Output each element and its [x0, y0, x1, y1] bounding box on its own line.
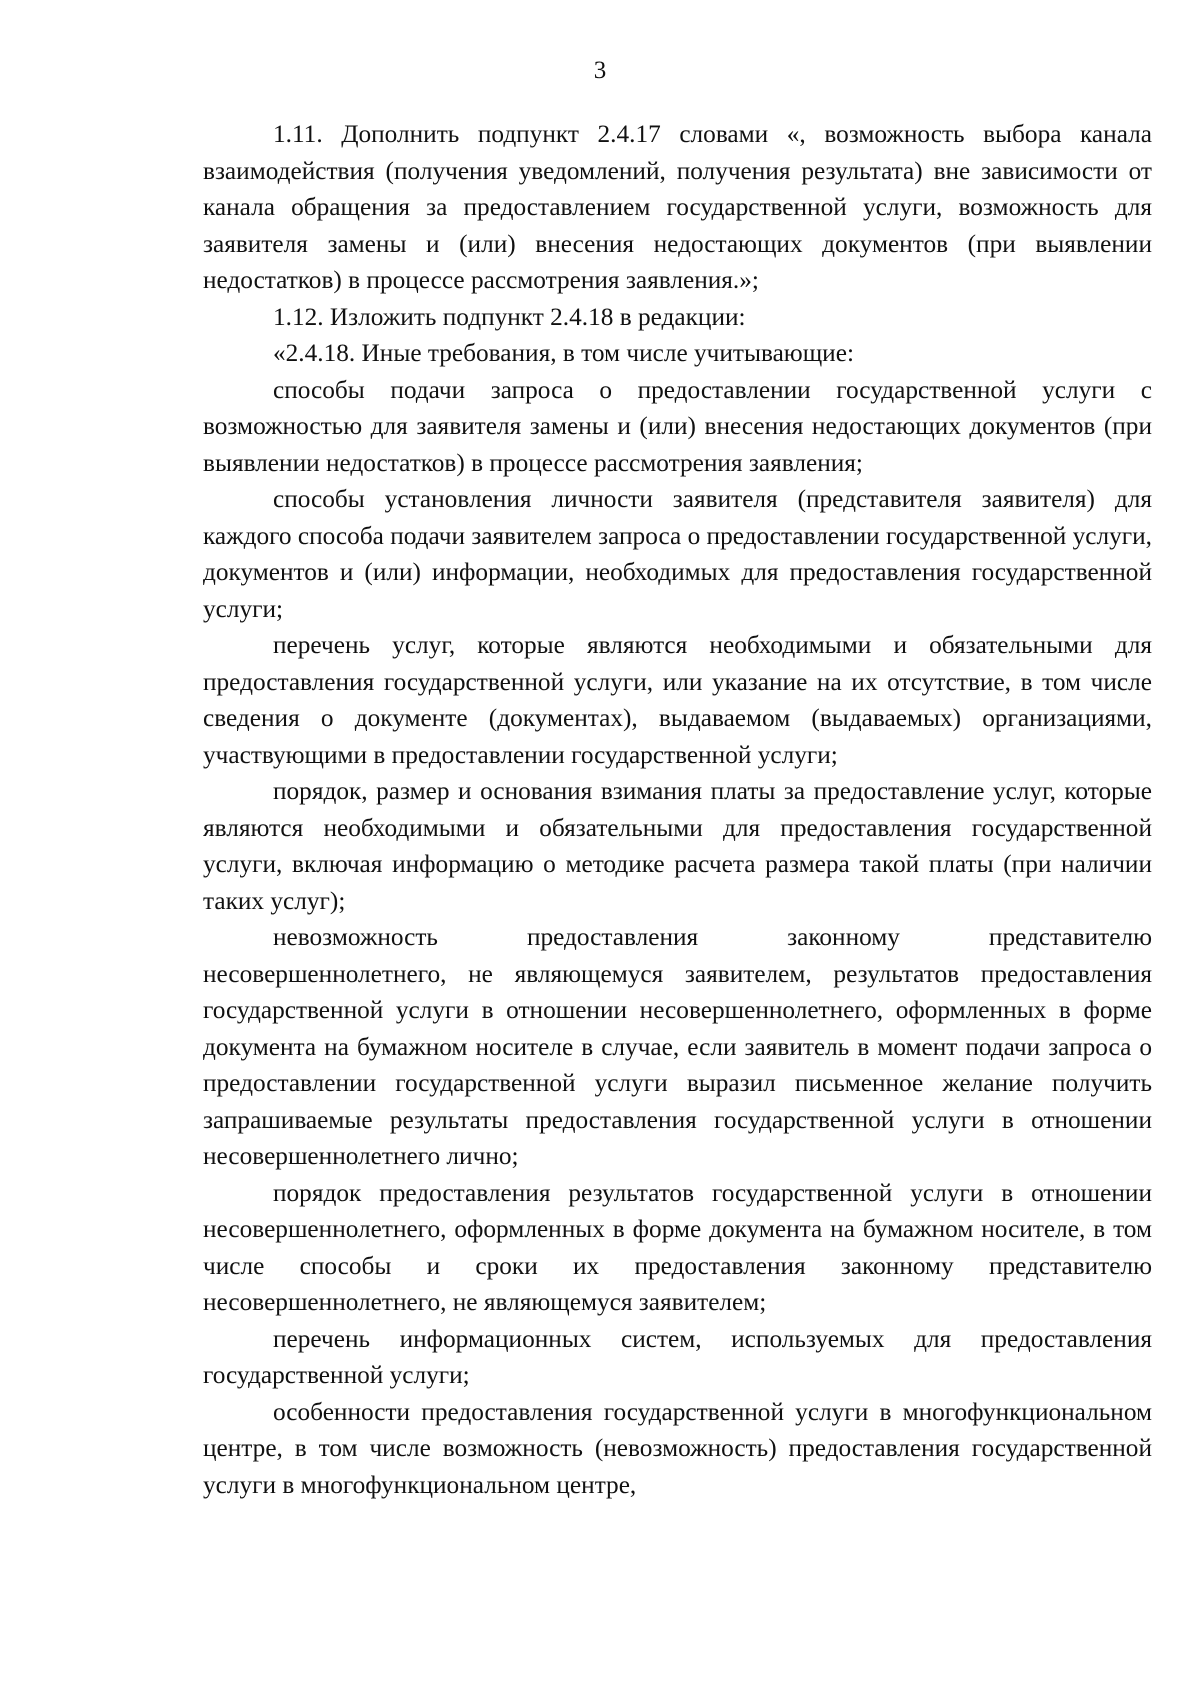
paragraph-mfc-features: особенности предоставления государственной услуги в многофункциональном центре, в том числе возможность (невозможность) предоставления государственной услуги в многофункциональном центре, — [203, 1397, 1152, 1499]
document-body — [203, 116, 1152, 1503]
paragraph-identity-methods: способы установления личности заявителя (представителя заявителя) для каждого способа подачи заявителем запроса о предоставлении государственной услуги, документов и (или) информации, необходимых для предоставления государственной услуги; — [203, 485, 1152, 623]
paragraph-1-11: 1.11. Дополнить подпункт 2.4.17 словами «, возможность выбора канала взаимодействия (получения уведомлений, получения результата) вне зависимости от канала обращения за предоставлением государственной услуги, возможность для заявителя замены и (или) внесения недостающих документов (при выявлении недостатков) в процессе рассмотрения заявления.»; — [203, 120, 1152, 294]
paragraph-required-services: перечень услуг, которые являются необходимыми и обязательными для предоставления государственной услуги, или указание на их отсутствие, в том числе сведения о документе (документах), выдаваемом (выдаваемых) организациями, участвующими в предоставлении государственной услуги; — [203, 631, 1152, 769]
paragraph-fee-procedure: порядок, размер и основания взимания платы за предоставление услуг, которые являются необходимыми и обязательными для предоставления государственной услуги, включая информацию о методике расчета размера такой платы (при наличии таких услуг); — [203, 777, 1152, 915]
paragraph-2-4-18-intro: «2.4.18. Иные требования, в том числе учитывающие: — [273, 339, 854, 367]
paragraph-minor-results: порядок предоставления результатов государственной услуги в отношении несовершеннолетнего, оформленных в форме документа на бумажном носителе, в том числе способы и сроки их предоставления законному представителю несовершеннолетнего, не являющемуся заявителем; — [203, 1178, 1152, 1316]
paragraph-minor-restriction: невозможность предоставления законному представителю несовершеннолетнего, не являющемуся заявителем, результатов предоставления государственной услуги в отношении несовершеннолетнего, оформленных в форме документа на бумажном носителе в случае, если заявитель в момент подачи запроса о предоставлении государственной услуги выразил письменное желание получить запрашиваемые результаты предоставления государственной услуги в отношении несовершеннолетнего лично; — [203, 923, 1152, 1170]
page-number: 3 — [593, 57, 607, 84]
paragraph-information-systems: перечень информационных систем, используемых для предоставления государственной услуги; — [203, 1324, 1152, 1389]
paragraph-1-12: 1.12. Изложить подпункт 2.4.18 в редакции: — [273, 302, 746, 331]
paragraph-request-methods: способы подачи запроса о предоставлении государственной услуги с возможностью для заявителя замены и (или) внесения недостающих документов (при выявлении недостатков) в процессе рассмотрения заявления; — [203, 375, 1152, 477]
